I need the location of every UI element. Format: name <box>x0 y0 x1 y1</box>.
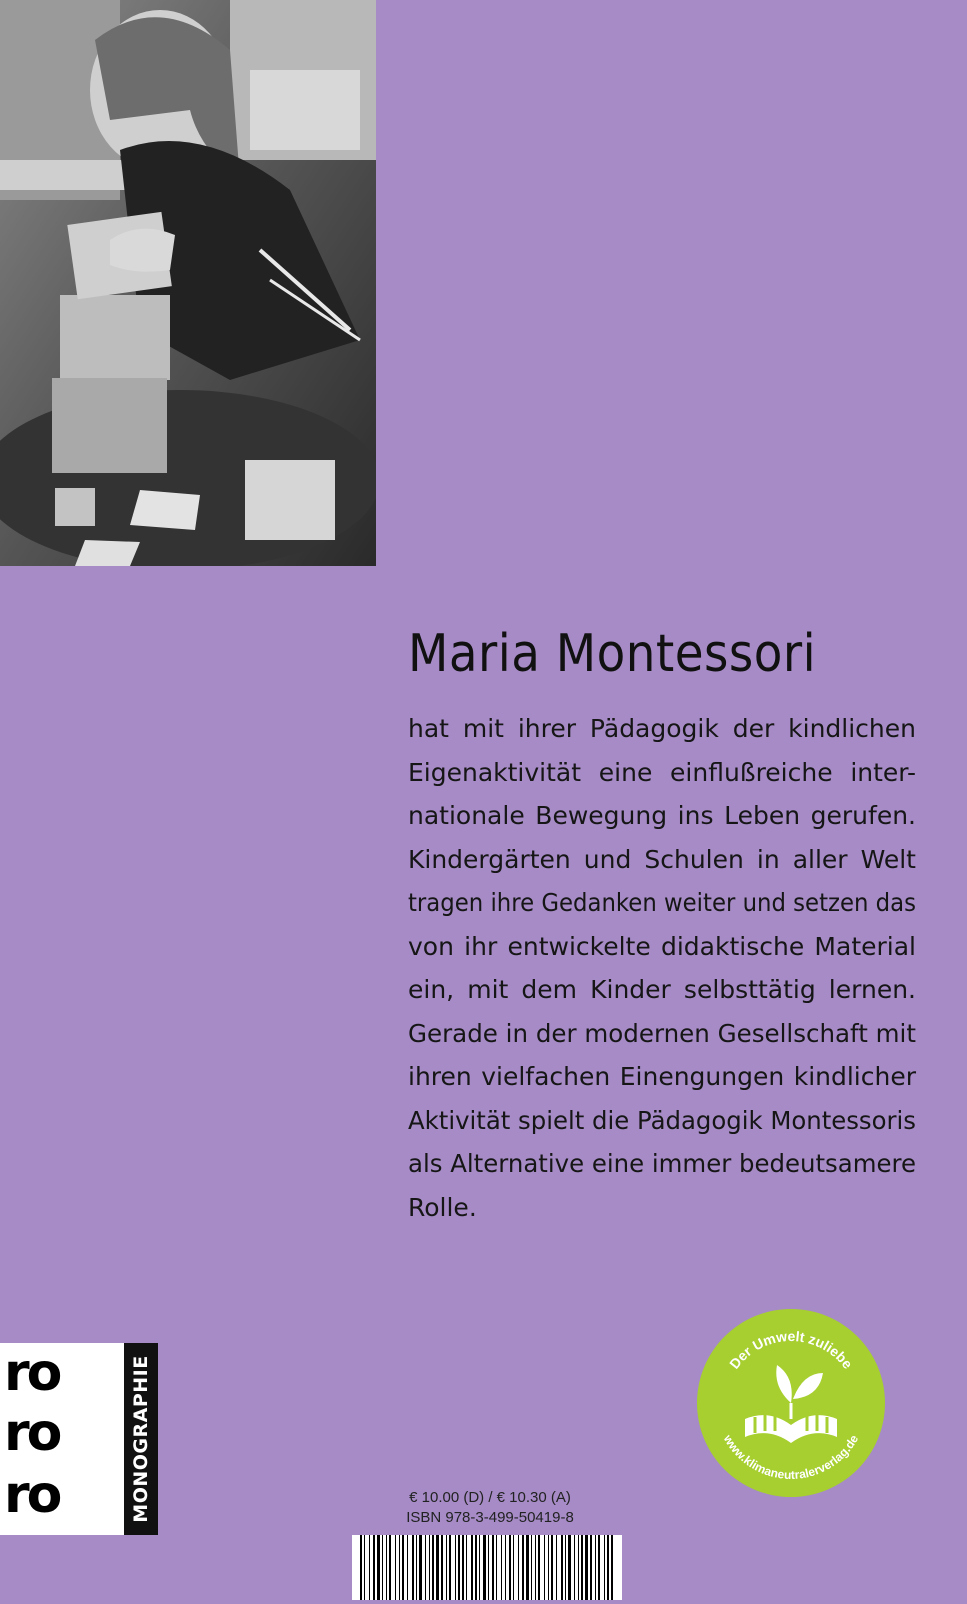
barcode-bar <box>509 1535 511 1600</box>
barcode-bar <box>578 1535 579 1600</box>
isbn-text: ISBN 978-3-499-50419-8 <box>406 1509 574 1526</box>
barcode-bar <box>462 1535 464 1600</box>
blurb-line: Aktivität spielt die Pädagogik Montessoris <box>408 1105 916 1135</box>
barcode-bar <box>377 1535 380 1600</box>
barcode-bar <box>565 1535 566 1600</box>
barcode-bar <box>595 1535 596 1600</box>
barcode-bar <box>458 1535 460 1600</box>
barcode-bar <box>382 1535 383 1600</box>
barcode-bar <box>402 1535 404 1600</box>
barcode-bar <box>432 1535 434 1600</box>
barcode-bar <box>436 1535 439 1600</box>
badge-bottom-text: www.klimaneutralerverlag.de <box>720 1432 862 1483</box>
barcode-bar <box>538 1535 540 1600</box>
barcode-bar <box>488 1535 489 1600</box>
blurb-line: hat mit ihrer Pädagogik der kindlichen <box>408 714 916 743</box>
barcode-bar <box>416 1535 417 1600</box>
barcode-bar <box>386 1535 387 1600</box>
barcode-bar <box>526 1535 529 1600</box>
barcode-bar <box>604 1535 605 1600</box>
barcode-bar <box>556 1535 557 1600</box>
logo-ro: ro <box>4 1343 60 1403</box>
blurb-line: Kindergärten und Schulen in aller Welt <box>408 844 916 874</box>
eco-badge-graphic <box>695 1307 887 1499</box>
barcode-bar <box>407 1535 408 1600</box>
barcode-bar <box>581 1535 583 1600</box>
price-block <box>390 1488 590 1528</box>
blurb-line: Gerade in der modernen Gesellschaft mit <box>408 1018 916 1048</box>
rororo-logo <box>0 1343 158 1535</box>
barcode-bar <box>561 1535 563 1600</box>
barcode-bar <box>492 1535 494 1600</box>
barcode-bar <box>389 1535 391 1600</box>
barcode-bar <box>590 1535 592 1600</box>
blurb-line: nationale Bewegung ins Leben gerufen. <box>408 801 916 830</box>
book-title: Maria Montessori <box>408 624 817 684</box>
series-label: MONOGRAPHIE <box>130 1355 152 1523</box>
barcode <box>352 1535 622 1600</box>
barcode-bar <box>395 1535 396 1600</box>
barcode-bar <box>466 1535 467 1600</box>
logo-ro: ro <box>4 1403 60 1463</box>
barcode-bar <box>412 1535 414 1600</box>
badge-top-text: Der Umwelt zuliebe <box>726 1327 857 1372</box>
barcode-bar <box>607 1535 609 1600</box>
barcode-bar <box>429 1535 430 1600</box>
barcode-bar <box>544 1535 545 1600</box>
barcode-bar <box>471 1535 473 1600</box>
barcode-bar <box>522 1535 524 1600</box>
blurb-line: ein, mit dem Kinder selbsttätig lernen. <box>408 975 916 1004</box>
barcode-bar <box>441 1535 443 1600</box>
barcode-bar <box>505 1535 506 1600</box>
barcode-bar <box>611 1535 613 1600</box>
barcode-bar <box>501 1535 502 1600</box>
logo-ro: ro <box>4 1465 60 1525</box>
barcode-bar <box>479 1535 480 1600</box>
series-bar <box>124 1343 158 1535</box>
eco-badge <box>695 1307 887 1499</box>
blurb-text <box>408 707 916 1229</box>
barcode-bar <box>399 1535 400 1600</box>
barcode-bar <box>548 1535 549 1600</box>
barcode-bar <box>568 1535 571 1600</box>
barcode-bar <box>598 1535 600 1600</box>
barcode-bar <box>483 1535 486 1600</box>
barcode-bar <box>475 1535 477 1600</box>
barcode-bar <box>585 1535 588 1600</box>
blurb-line: Eigenaktivität eine einflußreiche inter- <box>408 757 916 787</box>
child-building-blocks-photo <box>0 0 376 566</box>
blurb-line: ihren vielfachen Einengungen kindlicher <box>408 1062 916 1091</box>
barcode-bar <box>574 1535 575 1600</box>
barcode-bar <box>496 1535 497 1600</box>
barcode-bar <box>364 1535 365 1600</box>
barcode-bar <box>425 1535 426 1600</box>
barcode-bar <box>369 1535 370 1600</box>
barcode-bar <box>360 1535 362 1600</box>
blurb-line: als Alternative eine immer bedeutsamere <box>408 1149 916 1178</box>
barcode-bar <box>535 1535 536 1600</box>
barcode-bar <box>513 1535 514 1600</box>
price-text: € 10.00 (D) / € 10.30 (A) <box>409 1489 571 1506</box>
cover-photo <box>0 0 376 566</box>
barcode-bar <box>518 1535 519 1600</box>
barcode-bar <box>551 1535 553 1600</box>
barcode-bar <box>446 1535 447 1600</box>
blurb-line: Rolle. <box>408 1192 477 1222</box>
barcode-bar <box>419 1535 422 1600</box>
barcode-bars <box>352 1535 622 1600</box>
blurb-line: von ihr entwickelte didaktische Material <box>408 931 916 961</box>
barcode-bar <box>531 1535 532 1600</box>
barcode-bar <box>449 1535 451 1600</box>
blurb-line: tragen ihre Gedanken weiter und setzen das <box>408 888 916 917</box>
barcode-bar <box>373 1535 375 1600</box>
barcode-bar <box>455 1535 456 1600</box>
